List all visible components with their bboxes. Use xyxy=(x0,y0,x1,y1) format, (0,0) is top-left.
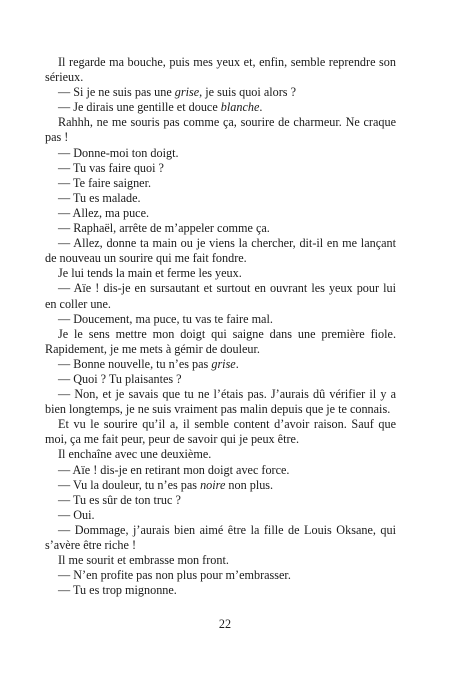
paragraph xyxy=(45,176,396,191)
text-run: Il me sourit et embrasse mon front. xyxy=(58,553,229,568)
paragraph xyxy=(45,493,396,508)
paragraph xyxy=(45,523,396,553)
text-run: — Allez, donne ta main ou je viens la chercher, dit-il en me lançant de nouveau un sourire qui me fait fondre. xyxy=(45,236,396,266)
paragraph xyxy=(45,55,396,85)
text-run: — Aïe ! dis-je en sursautant et surtout en ouvrant les yeux pour lui en coller une. xyxy=(45,281,396,311)
paragraph xyxy=(45,115,396,145)
paragraph xyxy=(45,146,396,161)
text-run: — Donne-moi ton doigt. xyxy=(58,145,179,160)
paragraph xyxy=(45,100,396,115)
text-run: Je le sens mettre mon doigt qui saigne dans une première fiole. Rapidement, je me mets à gémir de douleur. xyxy=(45,326,396,356)
text-run: — Te faire saigner. xyxy=(58,175,151,190)
paragraph xyxy=(45,417,396,447)
text-run: . xyxy=(259,100,263,115)
paragraph xyxy=(45,312,396,327)
text-run: — Aïe ! dis-je en retirant mon doigt avec force. xyxy=(58,462,290,477)
page-body xyxy=(45,55,396,598)
text-run: Il enchaîne avec une deuxième. xyxy=(58,447,212,462)
text-run: Je lui tends la main et ferme les yeux. xyxy=(58,266,242,281)
text-run: — N’en profite pas non plus pour m’embrasser. xyxy=(58,568,291,583)
text-run: — Allez, ma puce. xyxy=(58,205,150,220)
text-run: Rahhh, ne me souris pas comme ça, sourire de charmeur. Ne craque pas ! xyxy=(45,115,396,145)
paragraph xyxy=(45,266,396,281)
paragraph xyxy=(45,357,396,372)
paragraph xyxy=(45,387,396,417)
paragraph xyxy=(45,478,396,493)
paragraph xyxy=(45,85,396,100)
text-run: — Tu es trop mignonne. xyxy=(58,583,177,598)
italic-run: grise xyxy=(174,85,200,100)
text-run: — Dommage, j’aurais bien aimé être la fille de Louis Oksane, qui s’avère être riche ! xyxy=(45,522,396,552)
paragraph xyxy=(45,463,396,478)
paragraph xyxy=(45,206,396,221)
text-run: — Raphaël, arrête de m’appeler comme ça. xyxy=(58,221,270,236)
paragraph xyxy=(45,221,396,236)
italic-run: grise xyxy=(211,356,236,371)
text-run: — Si je ne suis pas une xyxy=(58,85,175,100)
paragraph xyxy=(45,583,396,598)
text-run: — Tu vas faire quoi ? xyxy=(58,160,164,175)
paragraph xyxy=(45,508,396,523)
text-run: — Je dirais une gentille et douce xyxy=(58,100,221,115)
text-run: , je suis quoi alors ? xyxy=(199,85,296,100)
paragraph xyxy=(45,161,396,176)
paragraph xyxy=(45,191,396,206)
page-number: 22 xyxy=(218,617,232,631)
text-run: — Non, et je savais que tu ne l’étais pas. J’aurais dû vérifier il y a bien longtemps, je ne suis vraiment pas malin depuis que je te connais. xyxy=(45,387,396,417)
paragraph xyxy=(45,281,396,311)
text-run: non plus. xyxy=(225,477,274,492)
text-run: Et vu le sourire qu’il a, il semble content d’avoir raison. Sauf que moi, ça me fait peur, peur de savoir qui je peux être. xyxy=(45,417,396,447)
text-run: Il regarde ma bouche, puis mes yeux et, enfin, semble reprendre son sérieux. xyxy=(45,55,396,85)
text-run: — Oui. xyxy=(58,507,95,522)
text-run: — Tu es sûr de ton truc ? xyxy=(58,492,181,507)
paragraph xyxy=(45,553,396,568)
text-run: — Quoi ? Tu plaisantes ? xyxy=(58,371,182,386)
italic-run: noire xyxy=(200,477,226,492)
text-run: — Doucement, ma puce, tu vas te faire mal. xyxy=(58,311,273,326)
text-run: — Vu la douleur, tu n’es pas xyxy=(58,477,201,492)
paragraph xyxy=(45,372,396,387)
paragraph xyxy=(45,327,396,357)
text-run: . xyxy=(235,356,239,371)
paragraph xyxy=(45,568,396,583)
text-run: — Tu es malade. xyxy=(58,190,141,205)
italic-run: blanche xyxy=(220,100,260,115)
text-run: — Bonne nouvelle, tu n’es pas xyxy=(58,356,212,371)
paragraph xyxy=(45,236,396,266)
paragraph xyxy=(45,447,396,462)
